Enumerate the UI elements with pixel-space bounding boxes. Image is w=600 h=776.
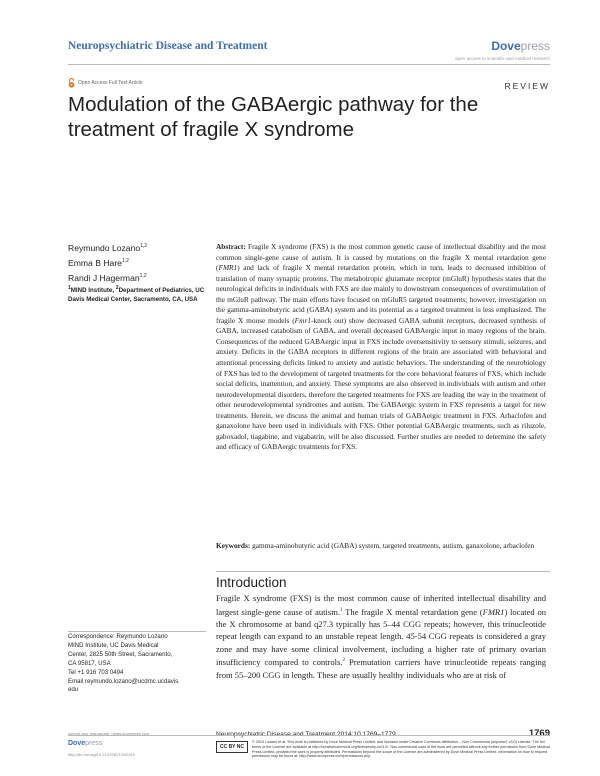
intro-heading: Introduction (216, 575, 287, 590)
correspondence: Correspondence: Reymundo Lozano MIND Institute, UC Davis Medical Center, 2825 50th Street, Sacramento, CA 95817, USA Tel +1 916 703 0494 Email reymundo.lozano@ucdmc.ucdavis. edu (68, 633, 208, 695)
open-access-lock-icon (68, 78, 75, 88)
author-name[interactable]: Reymundo Lozano$^{1,2}$ (68, 242, 148, 253)
doi-link[interactable]: http://dx.doi.org/10.2147/NDT.S42919 (68, 752, 135, 757)
keywords-text: gamma-aminobutyric acid (GABA) system, targeted treatments, autism, ganaxolone, arbaclofen (252, 541, 535, 550)
keywords-label: Keywords: (216, 541, 251, 550)
journal-reference: Neuropsychiatric Disease and Treatment 2014:10 1769–1779 (216, 731, 396, 738)
correspondence-divider (68, 631, 206, 632)
abstract-label: Abstract: (216, 242, 246, 251)
article-type: REVIEW (504, 81, 550, 91)
abstract-text: Fragile X syndrome (FXS) is the most common genetic cause of intellectual disability and the most common single-gene cause of autism. It is caused by mutations on the fragile X mental retardation gene (FMR1) and lack of fragile X mental retardation protein, which in turn, leads to decreased inhibition of translation of many synaptic proteins. The metabotropic glutamate receptor (mGluR) hypothesis states that the neurological deficits in individuals with FXS are due mainly to downstream consequences of overstimulation of the mGluR pathway. The main efforts have focused on mGluR5 targeted treatments; however, investigation on the gamma-aminobutyric acid (GABA) system and its potential as a targeted treatment is less emphasized. The fragile X mouse models (Fmr1-knock out) show decreased GABA subunit receptors, decreased synthesis of GABA, increased catabolism of GABA, and overall decreased GABAergic input in many regions of the brain. Consequences of the reduced GABAergic input in FXS include oversensitivity to sensory stimuli, seizures, and anxiety. Deficits in the GABA receptors in different regions of the brain are associated with behavioral and attentional processing deficits linked to anxiety and autistic behaviors. The understanding of the neurobiology of FXS has led to the development of targeted treatments for the core behavioral features of FXS, which include social deficits, inattention, and anxiety. These symptoms are also observed in individuals with autism and other neurodevelopmental disorders, therefore the targeted treatments for FXS are leading the way in the treatment of other neurodevelopmental syndromes and autism. The GABAergic system in FXS represents a target for new treatments. Herein, we discuss the animal and human trials of GABAergic treatment in FXS. Arbaclofen and ganaxolone have been used in individuals with FXS. Other potential GABAergic treatments, such as riluzole, gaboxadol, tiagabine, and vigabatrin, will be also discussed. Further studies are needed to determine the safety and efficacy of GABAergic treatments for FXS. (216, 242, 546, 452)
journal-name[interactable]: Neuropsychiatric Disease and Treatment (68, 40, 268, 52)
footer-divider (68, 735, 550, 736)
affiliations: $^1$MIND Institute, $^2$Department of Pediatrics, UC Davis Medical Center, Sacramento, CA, USA (68, 285, 205, 304)
footer-publisher-logo[interactable]: Dovepress (68, 740, 103, 747)
header-divider (68, 64, 550, 65)
intro-paragraph: Fragile X syndrome (FXS) is the most common cause of inherited intellectual disability and largest single-gene cause of autism.$^1$ The fragile X mental retardation gene (FMR1) located on the X chromosome at band q27.3 typically has 5–44 CGG repeats; however, this trinucleotide repeat length can expand to an unstable repeat length. 45-54 CGG repeats is considered a gray zone and may have some clinical involvement, including a higher rate of primary ovarian insufficiency compared to controls.$^2$ Premutation carriers have trinucleotide repeats ranging from 55–200 CGG in length. These are usually healthy individuals who are at risk of (216, 593, 547, 680)
email-link[interactable]: edu (68, 686, 79, 694)
publisher-logo[interactable]: Dovepress (491, 39, 550, 53)
email-link[interactable]: Email reymundo.lozano@ucdmc.ucdavis. (68, 677, 180, 685)
citation-link[interactable]: 1 (340, 607, 343, 613)
author-name[interactable]: Emma B Hare$^{1,2}$ (68, 257, 129, 268)
citation-link[interactable]: 2 (342, 658, 345, 664)
open-access-label: Open Access Full Text Article (68, 78, 142, 88)
license-text: © 2014 Lozano et al. This work is published by Dove Medical Press Limited, and licensed under Creative Commons Attribution – Non Commercial (unported, v3.0) License. The full terms of the License are available at http://creativecommons.org/licenses/by-nc/3.0/. Non-commercial uses of the work are permitted without any further permission from Dove Medical Press Limited, provided the work is properly attributed. Permissions beyond the scope of the License are administered by Dove Medical Press Limited. Information on how to request permission may be found at: http://www.dovepress.com/permissions.php (252, 740, 550, 759)
cc-license-badge[interactable]: CC BY NC (216, 741, 248, 753)
page-number: 1769 (528, 728, 550, 739)
author-list (68, 240, 147, 285)
submit-manuscript-link[interactable]: submit your manuscript | www.dovepress.com (68, 731, 150, 736)
section-divider (216, 571, 550, 572)
keywords (216, 541, 546, 552)
publisher-tagline: open access to scientific and medical research (455, 56, 550, 61)
article-title: Modulation of the GABAergic pathway for the treatment of fragile X syndrome (68, 93, 479, 141)
author-name[interactable]: Randi J Hagerman$^{1,2}$ (68, 272, 147, 283)
abstract (216, 242, 546, 453)
